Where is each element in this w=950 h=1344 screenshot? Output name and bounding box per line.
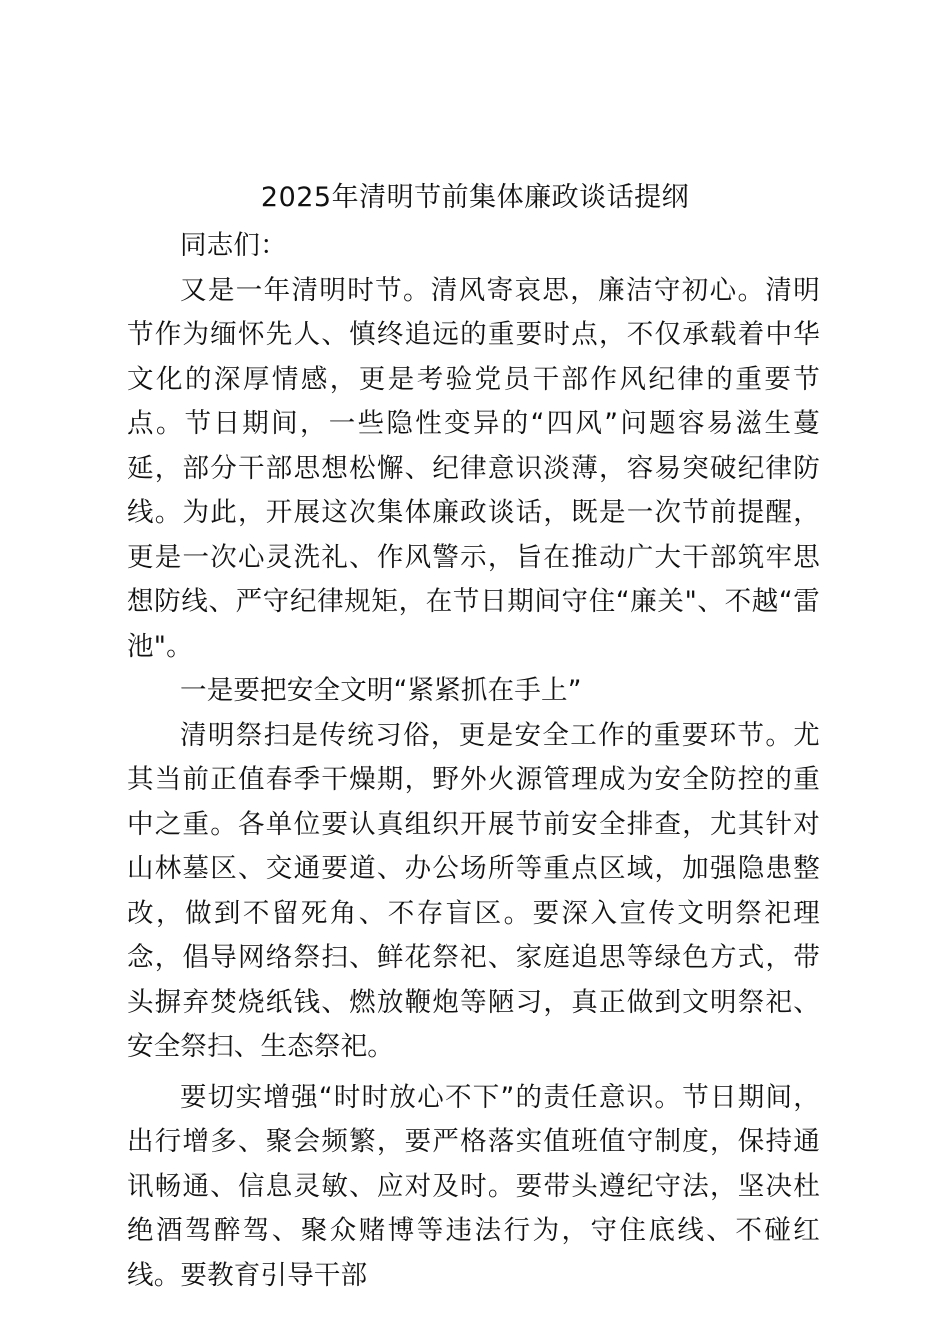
paragraph-intro: 又是一年清明时节。清风寄哀思，廉洁守初心。清明节作为缅怀先人、慎终追远的重要时点，不仅承载着中华文化的深厚情感，更是考验党员干部作风纪律的重要节点。节日期间，一些隐性变异的“四风”问题容易滋生蔓延，部分干部思想松懈、纪律意识淡薄，容易突破纪律防线。为此，开展这次集体廉政谈话，既是一次节前提醒，更是一次心灵洗礼、作风警示，旨在推动广大干部筑牢思想防线、严守纪律规矩，在节日期间守住“廉关"、不越“雷池"。 [127,274,820,662]
paragraph-safety: 清明祭扫是传统习俗，更是安全工作的重要环节。尤其当前正值春季干燥期，野外火源管理成为安全防控的重中之重。各单位要认真组织开展节前安全排查，尤其针对山林墓区、交通要道、办公场所等重点区域，加强隐患整改，做到不留死角、不存盲区。要深入宣传文明祭祀理念，倡导网络祭扫、鲜花祭祀、家庭追思等绿色方式，带头摒弃焚烧纸钱、燃放鞭炮等陋习，真正做到文明祭祀、安全祭扫、生态祭祀。 [127,719,820,1062]
section-heading-1: 一是要把安全文明“紧紧抓在手上” [180,675,582,706]
paragraph-responsibility: 要切实增强“时时放心不下”的责任意识。节日期间，出行增多、聚会频繁，要严格落实值班值守制度，保持通讯畅通、信息灵敏、应对及时。要带头遵纪守法，坚决杜绝酒驾醉驾、聚众赌博等违法行为，守住底线、不碰红线。要教育引导干部 [127,1081,820,1291]
salutation: 同志们： [180,230,287,261]
document-body [127,224,820,1298]
document-title: 2025年清明节前集体廉政谈话提纲 [260,182,690,213]
